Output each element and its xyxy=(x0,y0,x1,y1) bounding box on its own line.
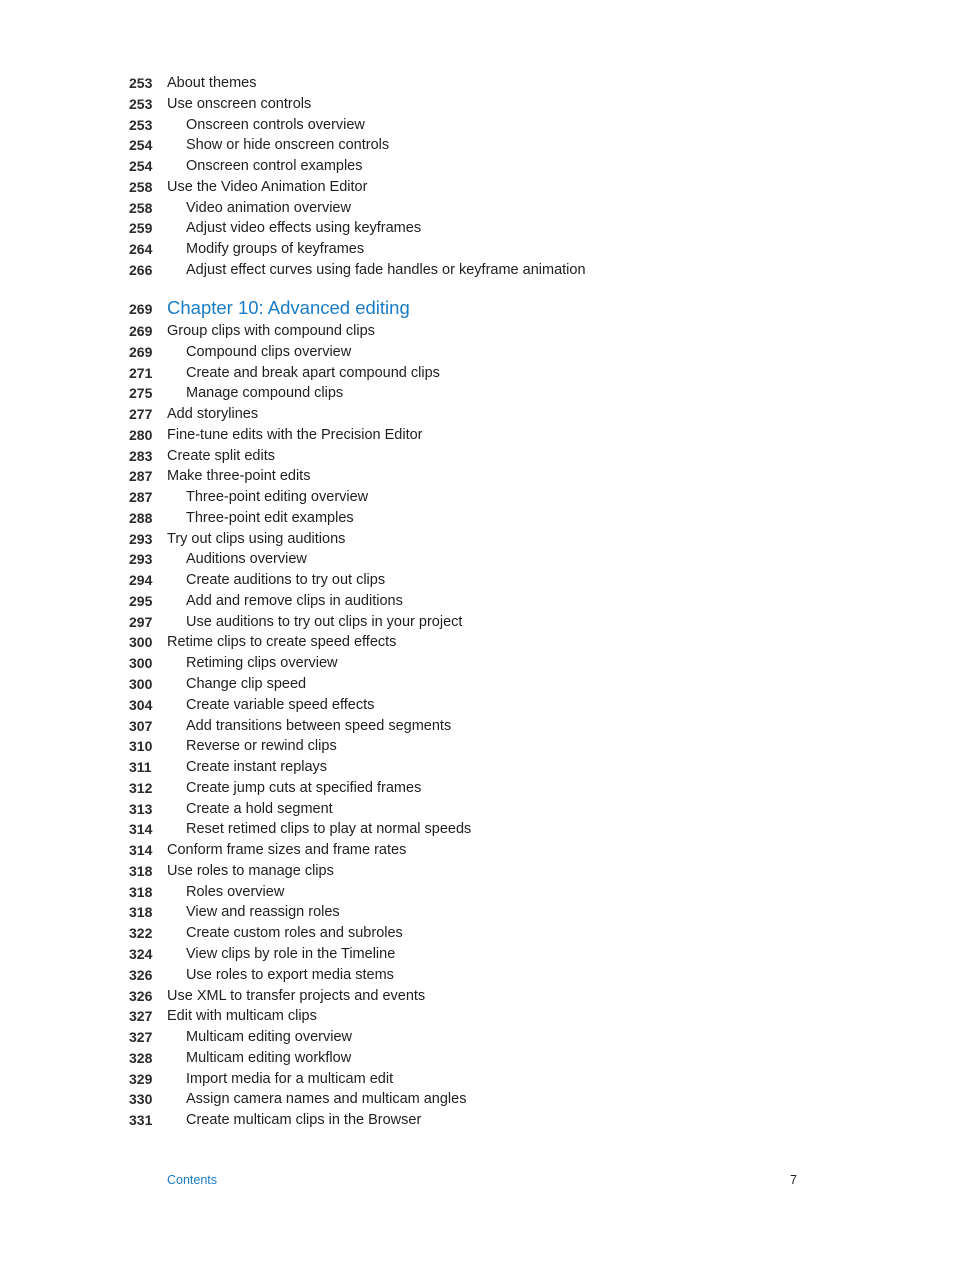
toc-entry-title[interactable]: Use roles to export media stems xyxy=(186,966,394,983)
toc-subentry[interactable] xyxy=(129,799,829,820)
toc-subentry[interactable] xyxy=(129,218,829,239)
toc-subentry[interactable] xyxy=(129,716,829,737)
toc-page-number: 330 xyxy=(129,1091,153,1108)
toc-subentry[interactable] xyxy=(129,198,829,219)
toc-entry-title[interactable]: Use onscreen controls xyxy=(167,95,312,112)
toc-page-number: 280 xyxy=(129,426,153,443)
toc-entry-title[interactable]: Video animation overview xyxy=(186,199,351,216)
toc-subentry[interactable] xyxy=(129,819,829,840)
toc-page-number: 331 xyxy=(129,1112,153,1129)
toc-subentry[interactable] xyxy=(129,757,829,778)
toc-entry[interactable] xyxy=(129,425,829,446)
toc-entry-title[interactable]: Three-point edit examples xyxy=(186,509,354,526)
toc-page-number: 318 xyxy=(129,862,153,879)
toc-entry[interactable] xyxy=(129,321,829,342)
toc-subentry[interactable] xyxy=(129,591,829,612)
toc-entry[interactable] xyxy=(129,404,829,425)
toc-subentry[interactable] xyxy=(129,260,829,281)
toc-entry-title[interactable]: Modify groups of keyframes xyxy=(186,241,365,258)
toc-page-number: 326 xyxy=(129,966,153,983)
toc-subentry[interactable] xyxy=(129,1027,829,1048)
toc-subentry[interactable] xyxy=(129,1048,829,1069)
toc-page-number: 271 xyxy=(129,364,153,381)
toc-subentry[interactable] xyxy=(129,882,829,903)
toc-entry[interactable] xyxy=(129,1006,829,1027)
toc-subentry[interactable] xyxy=(129,778,829,799)
toc-entry-title[interactable]: Group clips with compound clips xyxy=(167,323,375,339)
toc-page-number: 269 xyxy=(129,343,153,360)
toc-page-number: 259 xyxy=(129,220,153,237)
toc-entry-title[interactable]: Onscreen controls overview xyxy=(186,116,365,133)
toc-entry-title[interactable]: Manage compound clips xyxy=(186,385,344,402)
toc-entry-title[interactable]: Create and break apart compound clips xyxy=(186,364,440,381)
toc-entry[interactable] xyxy=(129,632,829,653)
toc-entry-title[interactable]: Retime clips to create speed effects xyxy=(167,634,397,651)
toc-entry-title[interactable]: Roles overview xyxy=(186,883,285,900)
chapter-page-number: 269 xyxy=(129,301,153,317)
toc-page-number: 318 xyxy=(129,904,153,921)
toc-subentry[interactable] xyxy=(129,612,829,633)
toc-entry-title[interactable]: Use XML to transfer projects and events xyxy=(167,987,426,1004)
toc-entry-title[interactable]: Use roles to manage clips xyxy=(167,862,334,879)
toc-subentry[interactable] xyxy=(129,570,829,591)
toc-entry-title[interactable]: Create a hold segment xyxy=(186,800,333,817)
toc-page-number: 294 xyxy=(129,572,153,589)
toc-page-number: 327 xyxy=(129,1029,153,1046)
toc-entry-title[interactable]: Adjust effect curves using fade handles or keyframe animation xyxy=(186,261,586,278)
toc-page-number: 300 xyxy=(129,676,153,693)
toc-subentry[interactable] xyxy=(129,695,829,716)
toc-entry-title[interactable]: Create instant replays xyxy=(186,759,328,776)
toc-entry-title[interactable]: Compound clips overview xyxy=(186,343,352,360)
toc-entry-title[interactable]: Add transitions between speed segments xyxy=(186,717,452,734)
toc-entry-title[interactable]: Create variable speed effects xyxy=(186,696,375,713)
toc-page-number: 277 xyxy=(129,406,153,423)
toc-page-number: 313 xyxy=(129,800,153,817)
toc-entry-title[interactable]: View and reassign roles xyxy=(186,904,340,921)
toc-entry-title[interactable]: Multicam editing workflow xyxy=(186,1049,352,1066)
toc-entry[interactable] xyxy=(129,529,829,550)
toc-page-number: 266 xyxy=(129,261,153,278)
toc-entry-title[interactable]: Fine-tune edits with the Precision Editor xyxy=(167,426,423,443)
toc-page-number: 328 xyxy=(129,1049,153,1066)
toc-section-top xyxy=(129,73,829,281)
toc-page-number: 324 xyxy=(129,945,153,962)
toc-entry-title[interactable]: Auditions overview xyxy=(186,551,307,568)
toc-entry-title[interactable]: Create auditions to try out clips xyxy=(186,572,386,589)
footer-page-number: 7 xyxy=(790,1173,797,1187)
toc-subentry[interactable] xyxy=(129,549,829,570)
toc-entry-title[interactable]: Reverse or rewind clips xyxy=(186,738,337,755)
toc-page-number: 254 xyxy=(129,158,153,175)
toc-entry-title[interactable]: Onscreen control examples xyxy=(186,158,363,175)
toc-subentry[interactable] xyxy=(129,944,829,965)
toc-list xyxy=(129,321,829,1131)
toc-subentry[interactable] xyxy=(129,1089,829,1110)
toc-entry-title[interactable]: Make three-point edits xyxy=(167,468,311,485)
toc-entry-title[interactable]: Reset retimed clips to play at normal speeds xyxy=(186,821,472,838)
toc-entry-title[interactable]: Retiming clips overview xyxy=(186,655,338,672)
toc-page-number: 293 xyxy=(129,530,153,547)
toc-page-number: 327 xyxy=(129,1008,153,1025)
toc-entry-title[interactable]: Multicam editing overview xyxy=(186,1029,353,1046)
toc-entry[interactable] xyxy=(129,986,829,1007)
toc-subentry[interactable] xyxy=(129,1110,829,1131)
toc-subentry[interactable] xyxy=(129,902,829,923)
toc-page-number: 253 xyxy=(129,75,153,91)
toc-page-number: 318 xyxy=(129,883,153,900)
toc-page-number: 329 xyxy=(129,1070,153,1087)
toc-entry[interactable] xyxy=(129,73,829,94)
toc-page-number: 253 xyxy=(129,95,153,112)
toc-subentry[interactable] xyxy=(129,736,829,757)
toc-page-number: 258 xyxy=(129,178,153,195)
toc-entry[interactable] xyxy=(129,446,829,467)
toc-entry-title[interactable]: Create custom roles and subroles xyxy=(186,925,403,942)
toc-page-number: 307 xyxy=(129,717,153,734)
toc-subentry[interactable] xyxy=(129,1069,829,1090)
toc-entry-title[interactable]: Add and remove clips in auditions xyxy=(186,592,403,609)
toc-entry[interactable] xyxy=(129,466,829,487)
toc-section-chapter-10 xyxy=(129,296,829,1131)
toc-page-number: 269 xyxy=(129,323,153,339)
toc-page-number: 283 xyxy=(129,447,153,464)
toc-entry-title[interactable]: Import media for a multicam edit xyxy=(186,1070,394,1087)
toc-entry-title[interactable]: Change clip speed xyxy=(186,676,307,693)
toc-subentry[interactable] xyxy=(129,487,829,508)
toc-entry-title[interactable]: Use auditions to try out clips in your project xyxy=(186,613,463,630)
toc-entry-title[interactable]: Show or hide onscreen controls xyxy=(186,137,390,154)
toc-page-number: 295 xyxy=(129,592,153,609)
toc-page-number: 311 xyxy=(129,759,152,776)
toc-entry-title[interactable]: Three-point editing overview xyxy=(186,489,369,506)
toc-page-number: 300 xyxy=(129,634,153,651)
toc-subentry[interactable] xyxy=(129,135,829,156)
toc-page-number: 314 xyxy=(129,821,153,838)
toc-page-number: 326 xyxy=(129,987,153,1004)
toc-page-number: 300 xyxy=(129,655,153,672)
toc-entry[interactable] xyxy=(129,177,829,198)
toc-entry-title[interactable]: Edit with multicam clips xyxy=(167,1008,317,1025)
toc-entry-title[interactable]: Use the Video Animation Editor xyxy=(167,178,368,195)
toc-page-number: 254 xyxy=(129,137,153,154)
toc-page-number: 287 xyxy=(129,468,153,485)
toc-page-number: 288 xyxy=(129,509,153,526)
toc-subentry[interactable] xyxy=(129,653,829,674)
toc-page-number: 253 xyxy=(129,116,153,133)
toc-entry-title[interactable]: Add storylines xyxy=(167,406,259,423)
toc-subentry[interactable] xyxy=(129,115,829,136)
toc-entry[interactable] xyxy=(129,94,829,115)
toc-subentry[interactable] xyxy=(129,383,829,404)
toc-page-number: 322 xyxy=(129,925,153,942)
toc-subentry[interactable] xyxy=(129,363,829,384)
chapter-title-link[interactable]: Chapter 10: Advanced editing xyxy=(167,297,410,318)
toc-subentry[interactable] xyxy=(129,342,829,363)
toc-page-number: 287 xyxy=(129,489,153,506)
toc-entry-title[interactable]: Assign camera names and multicam angles xyxy=(186,1091,467,1108)
toc-page-number: 264 xyxy=(129,241,153,258)
toc-subentry[interactable] xyxy=(129,239,829,260)
toc-entry-title[interactable]: About themes xyxy=(167,75,257,91)
toc-subentry[interactable] xyxy=(129,156,829,177)
chapter-heading-row[interactable] xyxy=(129,296,829,320)
toc-page-number: 275 xyxy=(129,385,153,402)
toc-entry-title[interactable]: Create split edits xyxy=(167,447,275,464)
toc-page-number: 314 xyxy=(129,842,153,859)
toc-entry-title[interactable]: Adjust video effects using keyframes xyxy=(186,220,422,237)
toc-entry-title[interactable]: View clips by role in the Timeline xyxy=(186,945,396,962)
toc-page-number: 304 xyxy=(129,696,153,713)
toc-page-number: 312 xyxy=(129,779,153,796)
toc-subentry[interactable] xyxy=(129,674,829,695)
toc-page-number: 297 xyxy=(129,613,153,630)
footer-contents-link[interactable]: Contents xyxy=(167,1173,218,1187)
toc-entry-title[interactable]: Create multicam clips in the Browser xyxy=(186,1112,422,1129)
toc-page-number: 293 xyxy=(129,551,153,568)
toc-subentry[interactable] xyxy=(129,965,829,986)
toc-subentry[interactable] xyxy=(129,923,829,944)
toc-entry[interactable] xyxy=(129,861,829,882)
toc-entry-title[interactable]: Create jump cuts at specified frames xyxy=(186,779,422,796)
toc-page-number: 258 xyxy=(129,199,153,216)
toc-page-number: 310 xyxy=(129,738,153,755)
toc-subentry[interactable] xyxy=(129,508,829,529)
toc-entry-title[interactable]: Try out clips using auditions xyxy=(167,530,346,547)
toc-entry[interactable] xyxy=(129,840,829,861)
toc-entry-title[interactable]: Conform frame sizes and frame rates xyxy=(167,842,407,859)
